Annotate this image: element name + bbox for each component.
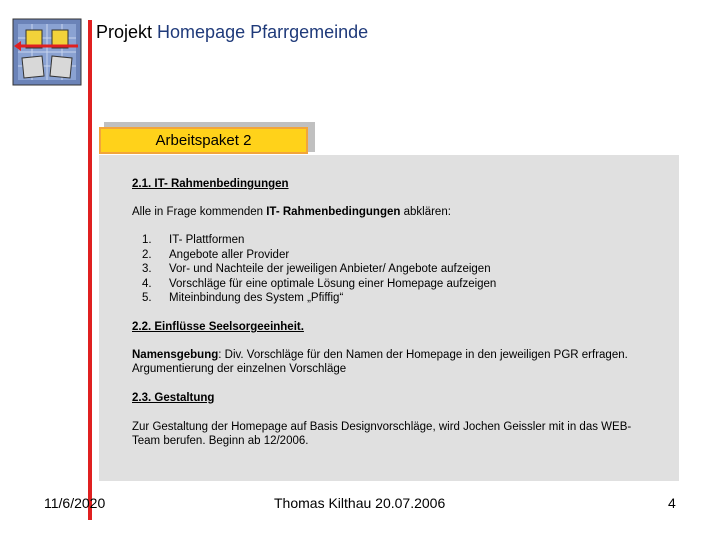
work-package-tab [99,127,308,154]
list-item-number: 3. [142,263,152,275]
accent-bar [88,20,92,520]
list-item-text: Vor- und Nachteile der jeweiligen Anbieter/ Angebote aufzeigen [169,263,491,275]
intro-bold: IT- Rahmenbedingungen [266,206,401,218]
list-item-text: Vorschläge für eine optimale Lösung einer Homepage aufzeigen [169,277,497,290]
footer-author: Thomas Kilthau 20.07.2006 [274,495,446,511]
list-item-text: IT- Plattformen [169,234,245,246]
requirements-list [132,233,496,306]
intro-pre: Alle in Frage kommenden [132,206,267,218]
title-sub: Homepage Pfarrgemeinde [157,22,369,42]
section2-line2: Argumentierung der einzelnen Vorschläge [132,363,347,375]
list-item-text: Angebote aller Provider [169,248,290,261]
list-item-text: Miteinbindung des System „Pfiffig“ [169,292,344,304]
intro-post: abklären: [400,206,451,218]
list-item-number: 1. [142,234,152,246]
computer-network-logo-icon [12,18,82,86]
tab-label: Arbeitspaket 2 [155,132,252,149]
naming-label: Namensgebung [132,349,219,361]
section2-line1 [132,348,628,363]
list-item-number: 5. [142,292,152,304]
section3-line2: Team berufen. Beginn ab 12/2006. [132,435,309,447]
list-item [132,233,496,248]
naming-text: : Div. Vorschläge für den Namen der Homepage in den jeweiligen PGR erfragen. [218,349,628,361]
footer-date: 11/6/2020 [44,495,106,511]
footer-page-number: 4 [668,495,676,511]
list-item [132,291,496,306]
list-item [132,262,496,277]
section1-intro [132,205,451,220]
section2-heading: 2.2. Einflüsse Seelsorgeeinheit. [132,321,304,333]
list-item-number: 2. [142,248,152,261]
title-main: Projekt [96,22,153,42]
section1-heading: 2.1. IT- Rahmenbedingungen [132,178,289,190]
page-title [96,22,368,43]
section3-heading: 2.3. Gestaltung [132,392,215,404]
section3-line1: Zur Gestaltung der Homepage auf Basis Designvorschläge, wird Jochen Geissler mit in das WEB- [132,421,632,433]
list-item [132,277,496,292]
list-item [132,248,496,263]
list-item-number: 4. [142,277,152,290]
